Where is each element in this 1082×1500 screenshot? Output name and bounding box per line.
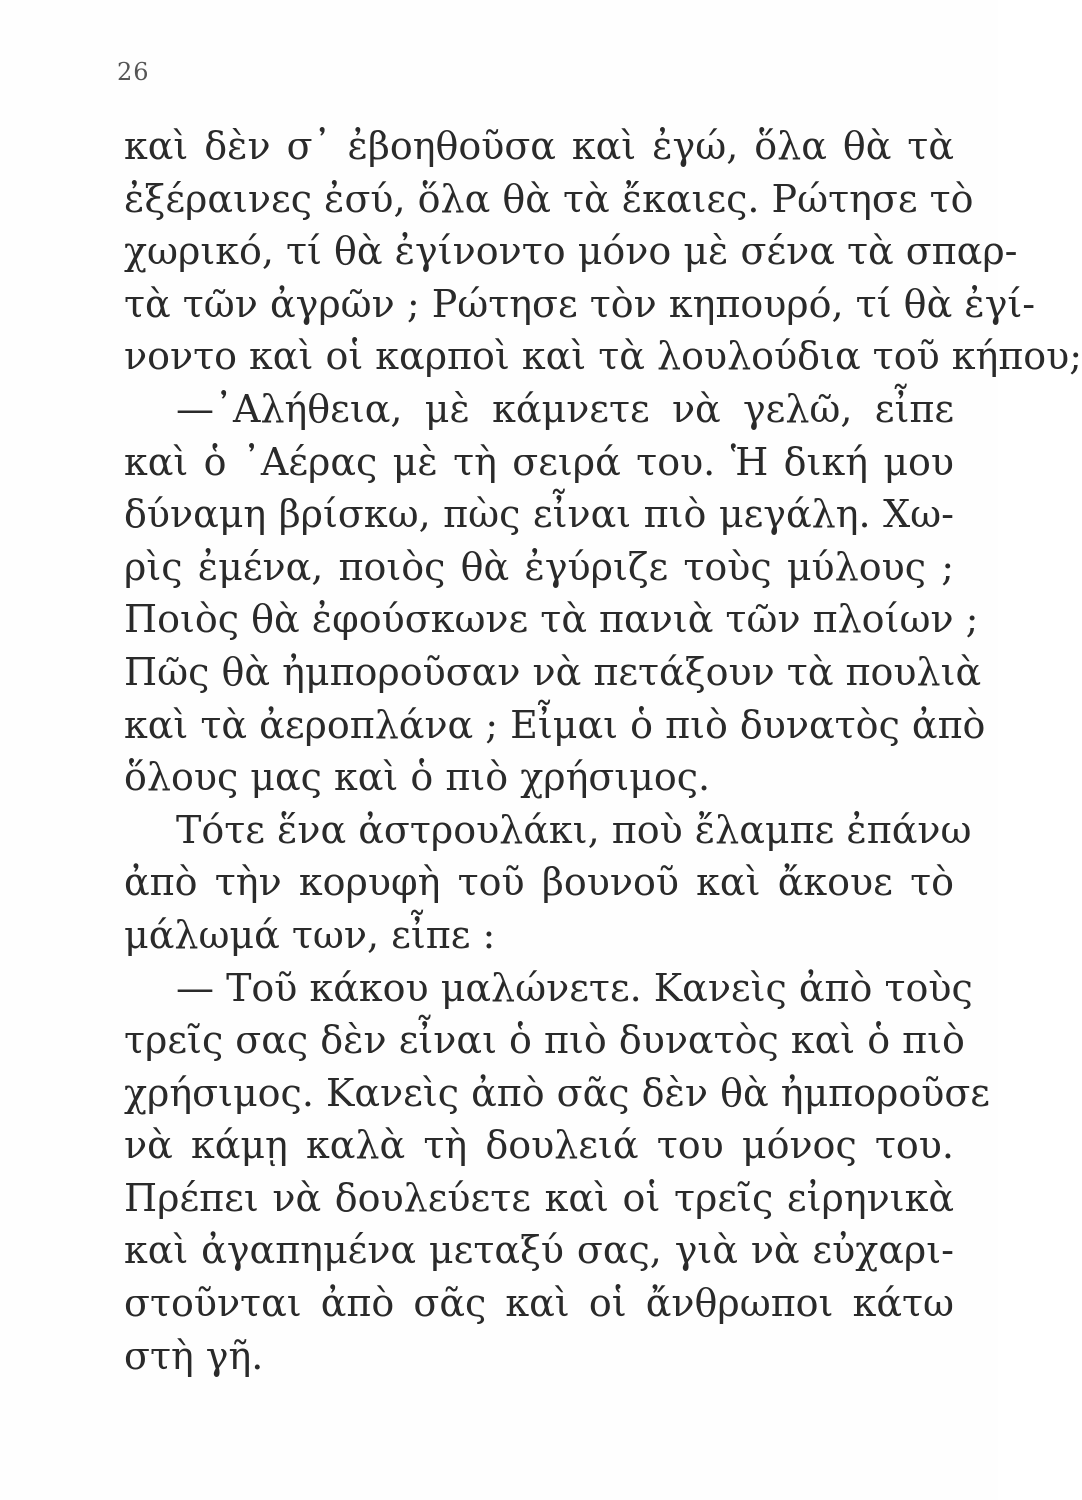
text-line: τὰ τῶν ἀγρῶν ; Ρώτησε τὸν κηπουρό, τί θὰ ἐγί- xyxy=(124,281,1036,326)
text-line: νὰ κάμῃ καλὰ τὴ δουλειά του μόνος του. xyxy=(124,1123,954,1168)
text-line: μάλωμά των, εἶπε : xyxy=(124,912,496,957)
text-line: στὴ γῆ. xyxy=(124,1333,264,1378)
text-line: ἐξέραινες ἐσύ, ὅλα θὰ τὰ ἔκαιες. Ρώτησε τὸ xyxy=(124,176,974,221)
text-line: ρὶς ἐμένα, ποιὸς θὰ ἐγύριζε τοὺς μύλους ; xyxy=(124,544,954,589)
text-line: καὶ τὰ ἀεροπλάνα ; Εἶμαι ὁ πιὸ δυνατὸς ἀπὸ xyxy=(124,702,986,747)
text-line: καὶ ὁ ᾿Αέρας μὲ τὴ σειρά του. Ἡ δική μου xyxy=(124,439,954,484)
page-number: 26 xyxy=(117,58,150,86)
text-line: —᾿Αλήθεια, μὲ κάμνετε νὰ γελῶ, εἶπε xyxy=(176,386,954,431)
text-line: Τότε ἕνα ἀστρουλάκι, ποὺ ἔλαμπε ἐπάνω xyxy=(176,807,972,852)
text-line: ἀπὸ τὴν κορυφὴ τοῦ βουνοῦ καὶ ἄκουε τὸ xyxy=(124,860,954,905)
text-line: χωρικό, τί θὰ ἐγίνοντο μόνο μὲ σένα τὰ σπαρ- xyxy=(124,229,1018,274)
text-line: Πῶς θὰ ἠμποροῦσαν νὰ πετάξουν τὰ πουλιὰ xyxy=(124,649,982,694)
text-line: δύναμη βρίσκω, πὼς εἶναι πιὸ μεγάλη. Χω- xyxy=(124,492,954,537)
text-line: τρεῖς σας δὲν εἶναι ὁ πιὸ δυνατὸς καὶ ὁ πιὸ xyxy=(124,1018,965,1063)
text-line: στοῦνται ἀπὸ σᾶς καὶ οἱ ἄνθρωποι κάτω xyxy=(124,1281,954,1326)
text-line: Ποιὸς θὰ ἐφούσκωνε τὰ πανιὰ τῶν πλοίων ; xyxy=(124,597,979,642)
text-line: — Τοῦ κάκου μαλώνετε. Κανεὶς ἀπὸ τοὺς xyxy=(176,965,973,1010)
text-line: καὶ ἀγαπημένα μεταξύ σας, γιὰ νὰ εὐχαρι- xyxy=(124,1228,954,1273)
text-line: νοντο καὶ οἱ καρποὶ καὶ τὰ λουλούδια τοῦ κήπου; xyxy=(124,334,1082,379)
text-line: Πρέπει νὰ δουλεύετε καὶ οἱ τρεῖς εἰρηνικὰ xyxy=(124,1175,954,1220)
text-line: ὅλους μας καὶ ὁ πιὸ χρήσιμος. xyxy=(124,755,711,800)
body-text xyxy=(124,120,1082,1382)
text-line: καὶ δὲν σ᾿ ἐβοηθοῦσα καὶ ἐγώ, ὅλα θὰ τὰ xyxy=(124,124,954,168)
text-line: χρήσιμος. Κανεὶς ἀπὸ σᾶς δὲν θὰ ἠμποροῦσε xyxy=(124,1070,990,1115)
